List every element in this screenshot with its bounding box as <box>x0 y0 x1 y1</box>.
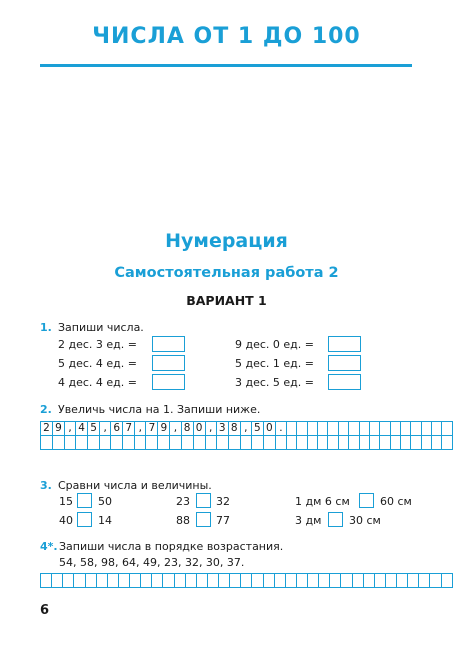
grid-cell[interactable] <box>432 422 442 436</box>
grid-cell[interactable] <box>207 574 218 588</box>
answer-box[interactable] <box>328 374 361 390</box>
task-4-prompt: Запиши числа в порядке возрастания. <box>59 540 284 553</box>
grid-cell[interactable] <box>74 574 85 588</box>
grid-cell[interactable] <box>296 574 307 588</box>
grid-cell[interactable] <box>328 422 338 436</box>
grid-cell[interactable] <box>158 436 170 450</box>
grid-cell[interactable]: 5 <box>88 422 100 436</box>
compare-left: 40 <box>59 514 73 527</box>
grid-cell[interactable] <box>88 436 100 450</box>
grid-cell[interactable]: , <box>170 422 181 436</box>
compare-box[interactable] <box>328 512 343 527</box>
grid-cell[interactable] <box>100 436 111 450</box>
task-1-right-item: 9 дес. 0 ед. = <box>235 338 314 351</box>
grid-cell[interactable]: 9 <box>52 422 64 436</box>
grid-cell[interactable] <box>130 574 141 588</box>
grid-cell[interactable] <box>52 436 64 450</box>
grid-cell[interactable]: , <box>64 422 75 436</box>
compare-box[interactable] <box>196 512 211 527</box>
grid-cell[interactable] <box>275 436 286 450</box>
grid-cell[interactable] <box>76 436 88 450</box>
compare-left: 15 <box>59 495 73 508</box>
task-1-left-item: 5 дес. 4 ед. = <box>58 357 137 370</box>
grid-cell[interactable] <box>41 574 52 588</box>
compare-right: 77 <box>216 514 230 527</box>
task-3-number: 3. <box>40 479 52 492</box>
task-1-prompt: Запиши числа. <box>58 321 144 334</box>
task-1-left-item: 2 дес. 3 ед. = <box>58 338 137 351</box>
grid-cell[interactable] <box>228 436 240 450</box>
grid-cell[interactable]: 2 <box>41 422 53 436</box>
grid-cell[interactable] <box>442 436 453 450</box>
grid-cell[interactable]: 7 <box>146 422 158 436</box>
grid-cell[interactable] <box>385 574 396 588</box>
compare-right: 60 см <box>380 495 412 508</box>
grid-cell[interactable] <box>341 574 352 588</box>
grid-cell[interactable] <box>118 574 129 588</box>
grid-cell[interactable]: 3 <box>216 422 228 436</box>
grid-cell[interactable] <box>369 436 379 450</box>
grid-cell[interactable] <box>359 436 369 450</box>
grid-cell[interactable] <box>193 436 205 450</box>
grid-cell[interactable] <box>408 574 419 588</box>
grid-cell[interactable] <box>251 436 263 450</box>
grid-cell[interactable] <box>338 436 348 450</box>
grid-cell[interactable] <box>369 422 379 436</box>
grid-cell[interactable] <box>146 436 158 450</box>
compare-box[interactable] <box>196 493 211 508</box>
task-1-right-item: 3 дес. 5 ед. = <box>235 376 314 389</box>
chapter-title: ЧИСЛА ОТ 1 ДО 100 <box>92 24 361 49</box>
compare-right: 14 <box>98 514 112 527</box>
task-2-prompt: Увеличь числа на 1. Запиши ниже. <box>58 403 261 416</box>
answer-box[interactable] <box>152 374 185 390</box>
grid-cell[interactable] <box>380 422 390 436</box>
grid-cell[interactable] <box>319 574 330 588</box>
header-divider <box>40 64 412 67</box>
grid-cell[interactable] <box>286 422 296 436</box>
compare-box[interactable] <box>77 512 92 527</box>
answer-grid[interactable] <box>40 573 453 588</box>
grid-cell[interactable] <box>135 436 146 450</box>
answer-box[interactable] <box>328 336 361 352</box>
grid-cell[interactable] <box>328 436 338 450</box>
variant-label: ВАРИАНТ 1 <box>186 293 267 308</box>
grid-cell[interactable]: , <box>135 422 146 436</box>
grid-cell[interactable]: 9 <box>158 422 170 436</box>
section-subtitle: Самостоятельная работа 2 <box>114 265 339 281</box>
grid-cell[interactable] <box>163 574 174 588</box>
grid-cell[interactable] <box>63 574 74 588</box>
grid-cell[interactable]: 6 <box>111 422 123 436</box>
grid-cell[interactable] <box>421 422 431 436</box>
grid-cell[interactable] <box>419 574 430 588</box>
grid-cell[interactable] <box>297 422 307 436</box>
grid-cell[interactable] <box>241 574 252 588</box>
compare-box[interactable] <box>359 493 374 508</box>
grid-cell[interactable] <box>297 436 307 450</box>
task-1-right-item: 5 дес. 1 ед. = <box>235 357 314 370</box>
grid-cell[interactable] <box>152 574 163 588</box>
task-3-prompt: Сравни числа и величины. <box>58 479 212 492</box>
grid-cell[interactable] <box>400 436 410 450</box>
answer-box[interactable] <box>152 355 185 371</box>
grid-cell[interactable] <box>85 574 96 588</box>
grid-cell[interactable]: 8 <box>228 422 240 436</box>
grid-cell[interactable]: 4 <box>76 422 88 436</box>
grid-cell[interactable] <box>330 574 341 588</box>
compare-right: 30 см <box>349 514 381 527</box>
grid-cell[interactable] <box>96 574 107 588</box>
grid-cell[interactable] <box>41 436 53 450</box>
compare-left: 1 дм 6 см <box>295 495 350 508</box>
grid-cell[interactable]: 0 <box>263 422 275 436</box>
compare-left: 88 <box>176 514 190 527</box>
grid-cell[interactable] <box>111 436 123 450</box>
grid-cell[interactable] <box>411 422 421 436</box>
grid-cell[interactable] <box>107 574 118 588</box>
grid-cell[interactable] <box>185 574 196 588</box>
grid-cell[interactable] <box>285 574 296 588</box>
grid-cell[interactable] <box>181 436 193 450</box>
grid-row <box>41 436 453 450</box>
grid-row <box>41 422 453 436</box>
grid-cell[interactable] <box>219 574 230 588</box>
grid-cell[interactable] <box>307 422 317 436</box>
grid-cell[interactable] <box>174 574 185 588</box>
task-1-left-item: 4 дес. 4 ед. = <box>58 376 137 389</box>
grid-cell[interactable] <box>263 574 274 588</box>
grid-cell[interactable]: 7 <box>123 422 135 436</box>
grid-cell[interactable]: , <box>205 422 216 436</box>
grid-cell[interactable] <box>380 436 390 450</box>
grid-cell[interactable]: . <box>275 422 286 436</box>
grid-cell[interactable] <box>52 574 63 588</box>
grid-cell[interactable] <box>411 436 421 450</box>
grid-cell[interactable]: , <box>100 422 111 436</box>
task-4-number: 4*. <box>40 540 58 553</box>
grid-cell[interactable] <box>432 436 442 450</box>
compare-left: 23 <box>176 495 190 508</box>
grid-cell[interactable] <box>230 574 241 588</box>
page-number: 6 <box>40 603 50 618</box>
grid-cell[interactable] <box>64 436 75 450</box>
grid-cell[interactable] <box>441 574 453 588</box>
section-title: Нумерация <box>165 230 288 252</box>
grid-cell[interactable] <box>263 436 275 450</box>
compare-box[interactable] <box>77 493 92 508</box>
grid-cell[interactable] <box>252 574 263 588</box>
grid-cell[interactable] <box>318 436 328 450</box>
grid-cell[interactable] <box>307 436 317 450</box>
grid-cell[interactable] <box>349 436 359 450</box>
grid-cell[interactable] <box>374 574 385 588</box>
compare-left: 3 дм <box>295 514 322 527</box>
grid-cell[interactable] <box>240 436 251 450</box>
compare-right: 32 <box>216 495 230 508</box>
grid-cell[interactable] <box>274 574 285 588</box>
compare-right: 50 <box>98 495 112 508</box>
grid-cell[interactable] <box>390 436 400 450</box>
grid-cell[interactable] <box>363 574 374 588</box>
grid-cell[interactable] <box>170 436 181 450</box>
grid-cell[interactable]: , <box>240 422 251 436</box>
answer-box[interactable] <box>152 336 185 352</box>
grid-cell[interactable] <box>205 436 216 450</box>
task-4-numbers: 54, 58, 98, 64, 49, 23, 32, 30, 37. <box>59 556 245 569</box>
grid-cell[interactable]: 5 <box>251 422 263 436</box>
grid-cell[interactable] <box>318 422 328 436</box>
grid-cell[interactable] <box>123 436 135 450</box>
grid-cell[interactable] <box>390 422 400 436</box>
grid-cell[interactable] <box>430 574 441 588</box>
grid-cell[interactable] <box>421 436 431 450</box>
grid-cell[interactable] <box>338 422 348 436</box>
answer-box[interactable] <box>328 355 361 371</box>
grid-cell[interactable]: 0 <box>193 422 205 436</box>
grid-cell[interactable] <box>308 574 319 588</box>
grid-row <box>41 574 453 588</box>
grid-cell[interactable] <box>359 422 369 436</box>
grid-cell[interactable] <box>196 574 207 588</box>
grid-cell[interactable] <box>349 422 359 436</box>
answer-grid[interactable] <box>40 421 453 450</box>
grid-cell[interactable] <box>442 422 453 436</box>
grid-cell[interactable] <box>141 574 152 588</box>
grid-cell[interactable] <box>400 422 410 436</box>
task-1-number: 1. <box>40 321 52 334</box>
task-2-number: 2. <box>40 403 52 416</box>
grid-cell[interactable] <box>352 574 363 588</box>
grid-cell[interactable] <box>286 436 296 450</box>
grid-cell[interactable] <box>397 574 408 588</box>
grid-cell[interactable]: 8 <box>181 422 193 436</box>
grid-cell[interactable] <box>216 436 228 450</box>
